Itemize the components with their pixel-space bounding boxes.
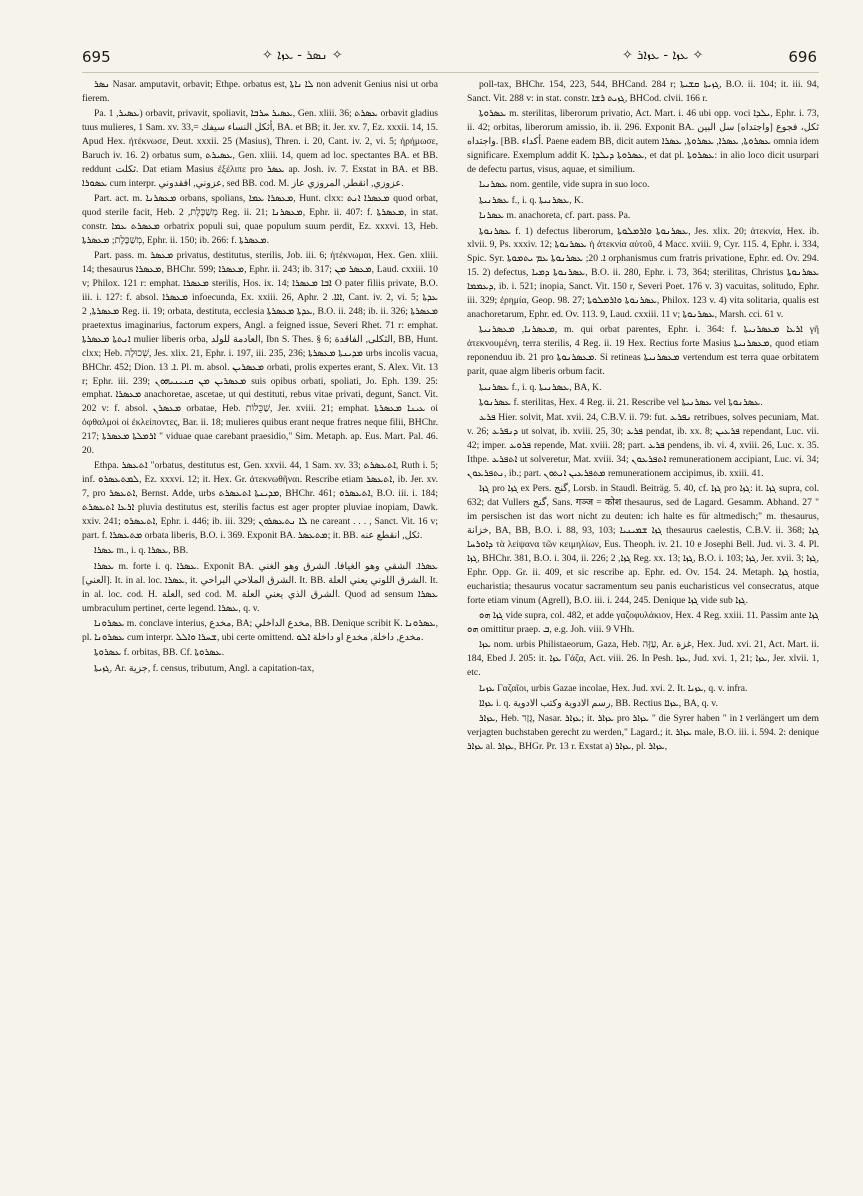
entry: poll-tax, BHChr. 154, 223, 544, BHCand. 284 r; ܓܙܝܬܐ ܩܫܝܬܐ, B.O. ii. 104; it. iii. 94, Sanct. Vit. 288 v: in stat. constr. ܓܙܝܬ ܪܫܐ, BHCod. clvii. 166 r. xyxy=(467,79,820,104)
entry: ܡܥܣܪܢܐ, ܡܥܣܪܢܝܬܐ, m. qui orbat parentes, Ephr. i. 364: f. ܐܪܥܐ ܡܥܣܪܢܝܬܐ γῆ ἀτεκνουμένη, terra sterilis, 4 Reg. ii. 19 Hex. Rectius forte Masius ܡܥܣܪܢܝܬܐ, quod etiam reponenduu ib. 21 pro ܡܥܣܪܢܘܬܐ. Si retineas ܡܥܣܪܢܝܬܐ vertendum est terra quae orbitatem parit, quae algm liberis orbum facit. xyxy=(467,324,819,378)
entry: ܥܣܪܢܐ m. anachoreta, cf. part. pass. Pa. xyxy=(479,210,631,222)
right-page-number: 696 xyxy=(788,48,817,66)
entry: ܓܙܐ pro ܓܙܐ ex Pers. گنج, Lorsb. in Staudl. Beiträg. 5. 40, cf. ܓܙܐ pro ܓܙܐ: it. ܓܙܐ supra, col. 632; dat Vullers گنج, Sans. गञ्ज = कोश thesaurus, sed de Lagard. Gesamm. Abhand. 27 " im persischen ist das wort nicht zu deuten: ich halte es für altmedisch;" m. thesaurus, خزانة, BA, BB, B.O. i. 88, 93, 103; ܓܙܐ ܫܡܝܢܝܐ thesaurus caelestis, C.B.V. ii. 368; ܓܙܐ ܕܐܘܪܚܐ τὰ λείψανα τῶν κειμηλίων, Eus. Theoph. iv. 21. 10 e Josephi Bell. Jud. vi. 3. 4. Pl. ܓܙܐ, BHChr. 381, B.O. i. 304, ii. 226; ܓܙܐ, 2 Reg. xx. 13; ܓܙܐ, B.O. i. 103; ܓܙܐ, Jer. xvii. 3; ܓܙܐ, Ephr. Opp. Gr. ii. 409, et sic rescribe ap. Ephr. ed. Ov. 154. 24. Metaph. ܓܙܐ hostia, eucharistia; thesaurus vocatur sacramentum seu panis eucharisticus vel consecratus, atque forte etiam vinum (Agrell), B.O. iii. i. 244, 245. Denique ܓܙܐ vide sub ܓܙܐ. xyxy=(467,483,820,606)
entry: ܥܣܪܢܝܐ nom. gentile, vide supra in suo loco. xyxy=(479,179,650,191)
header-rule xyxy=(82,72,819,73)
entry: ܥܣܪܢܘܬܐ f. 1) defectus liberorum, ܥܣܪܢܘܬܐ ܘܐܪܡܠܘܬܐ, Jes. xlix. 20; ἀτεκνία, Hex. ib. xlvii. 9, Ps. xxxiv. 12; ܥܣܪܢܘܬܐ ἡ ἀτεκνία αὐτοῦ, 4 Macc. xviii. 9, Cyr. 115. 4, Ephr. i. 334, Spic. Syr. ܐ. 20; ܥܣܪܢܘܬܐ ܥܡ ܝܬܡܘܬܐ orphanismus cum fratris privatione, Ephr. ed. Ov. 294. 15. 2) defectus, ܥܣܪܢܘܬܐ ܕܡܝܐ, B.O. ii. 280, Ephr. i. 73, 364; sterilitas, Christus ܥܣܪܢܘܬܐ ܕܥܡܡܐ, ib. i. 521; inopia, Sanct. Vit. 150 r, Severi Poet. 176 v. 3) vacuitas, solitudo, Ephr. iii. 329; ἐρημία, Geop. 98. 27; ܥܣܪܢܘܬܐ ܘܐܪܡܠܘܬܐ, Philox. 123 v. 4) vita solitaria, qualis est anachoretarum, Ephr. ed. Ov. 113. 9, Laud. cxxiii. 11 v; ܥܣܪܢܘܬܐ, Marsh. cci. 61 v. xyxy=(467,225,820,320)
entry: ܥܣܪܐ m. forte i. q. ܥܣܪܐ. Exponit BA. ܥܣܪܐ. الشقي وهو الغيافا. الشرق وهو الغني [العني]. It. in al. loc. ܥܣܪܐ, it. الشرق الملاحي البراحي. It. BB. الشرق اللوني يعني العلة. It. in al. loc. cod. H. العلة, sed cod. M. الشرق الذي يعني العلة. Quod ad sensum ܥܣܪܐ umbraculum pertinet, certe legend. ܥܣܪܐ, q. v. xyxy=(82,560,439,614)
left-running-head: ✧ ܢܣܪ - ܥܙܐ ✧ xyxy=(262,48,343,63)
entry: ܦܪܥ Hier. solvit, Mat. xvii. 24, C.B.V. ii. 79: fut. ܢܦܪܥ retribues, solves pecuniam, Mat. v. 26; ܕܢܦܪܥ ut solvat, ib. xviii. 25, 30; ܦܪܥ pendat, ib. xx. 8; ܦܪܥܝܢ rependant, Luc. vii. 42; imper. ܦܪܘܥ repende, Mat. xviii. 28; part. ܦܪܥ pendens, ib. vi. 4, xviii. 26, Luc. x. 35. Ithpe. ܐܬܦܪܥ ut solveretur, Mat. xviii. 34; ܐܬܦܪܥܘܢ remunerationem accipiant, Luc. vi. 34; ܢܬܦܪܥܘܢ, ib.; part. ܡܬܦܪܥܝܢ ܐܢܬܘܢ remunerationem accipimus, ib. xxiii. 41. xyxy=(467,412,819,479)
entry: ܥܣܪܘܬܐ m. sterilitas, liberorum privatio, Act. Mart. i. 46 ubi opp. voci ܝܠܕܐ, Ephr. i. 73, ii. 42; orbitas, liberorum amissio, ib. ii. 296. Exponit BA. ثكل، فجوع [واجتداه] سل البين واجتداه. [BB. أكداء. Paene eadem BB, dicit autem ܥܣܪܘܬܐ, ܥܣܪܐ, ܥܣܪܘܬܐ, ܥܣܪܐ omnia idem significare. Exemplum addit K. ܥܣܪܘܬܐ ܕܝܠܕܐ, et dat pl. ܥܣܪܘܬܐ: in alio loco dicit usurpari de defectu partus, visus, aquae, et similium. xyxy=(467,108,820,175)
entry: ܓܙܐ ܗܘ vide supra, col. 482, et adde γαζοφυλάκιον, Hex. 4 Reg. xxiii. 11. Passim ante ܓܙܐ ܗܘ omittitur praep. ܒ, e.g. Joh. viii. 9 VHh. xyxy=(467,610,820,635)
entry: ܥܙܝܐ Γαζαῖοι, urbis Gazae incolae, Hex. Jud. xvi. 2. It. ܥܙܝܐ, q. v. infra. xyxy=(479,682,748,694)
entry: ܥܣܪܘܢܐ m. conclave interius, مخدع, BA; مخدع الداخلي, BB. Denique scribit K. ܥܣܪܘܢܐ, pl. ܥܣܪܘܢܐ cum interpr. ܫܚܪܐ ܘܐܠܠ, ubi certe omittend. مخدع, داخلة, مخدع او داخلة ܐܠܘ. xyxy=(82,617,438,643)
entry: ܥܙܐ nom. urbis Philistaeorum, Gaza, Heb. עַזָּה, Ar. غزة, Hex. Jud. xvi. 21, Act. Mart. ii. 184, Ebed J. 205: it. ܥܙܐ Γάζα, Act. viii. 26. In Pesh. ܥܙܐ, Jud. xvi. 1, 21; ܥܙܐ, Jer. xlvii. 1, etc. xyxy=(467,639,819,679)
entry: ܢܣܪ Nasar. amputavit, orbavit; Ethpe. orbatus est, ܠܐ ܢܐܬܐ non advenit Genius nisi ut orba fierem. xyxy=(82,79,438,104)
entry: ܥܣܪܢܝܬܐ f., i. q. ܥܣܪܢܝܬܐ, K. xyxy=(479,194,584,206)
entry: ܥܙܐܪ, Heb. גָּזָר, Nasar. ܥܙܐܪ; it. ܥܙܐܪ pro ܥܙܐܪ " die Syrer haben " in ܐ verlängert um dem verjagten buchstaben gerecht zu werden," Lagard.; it. ܥܙܐܪ male, B.O. iii. i. 594. 2: denique ܥܙܐܪ al. ܥܙܐܪ, BHGr. Pr. 13 r. Exstat a) ܥܙܐܪ, pl. ܥܙܐܪ, xyxy=(467,713,819,753)
left-column xyxy=(82,78,438,677)
entry: Part. act. m. ܡܥܣܪܢܐ orbans, spolians, ܡܥܣܪܐ ܥܡܐ, Hunt. clxx: ܡܥܣܪܐ ܐܢܬ quod orbat, quod sterile facit, Heb. מְשַׁכֶּלֶת, 2 Reg. ii. 21; ܡܥܣܪܢܐ, Ephr. ii. 407: f. ܡܥܣܪܬܐ, in stat. constr. ܡܥܣܪܬ ܥܡܐ orbatrix populi sui, quae populum suum perdit, Ez. xxxvi. 13, Heb. מְשַׁכֶּלֶת; ܡܥܣܪܬܐ, Ephr. ii. 150; ib. 266: f. ܡܥܣܪܬܐ. xyxy=(82,193,439,246)
right-running-head: ✧ ܥܙܐ - ܥܙܐܪ ✧ xyxy=(622,48,704,63)
entry: ܥܙܐܐ i. q. رسم الادوية وكتب الادوية, BB. Rectius ܥܙܐܐ, BA, q. v. xyxy=(479,697,718,709)
entry: ܓܙܝܬܐ, Ar. جزية, f. census, tributum, Angl. a capitation-tax, xyxy=(94,662,315,674)
left-page-number: 695 xyxy=(82,48,111,66)
entry: ܥܣܪܢܘܬܐ f. sterilitas, Hex. 4 Reg. ii. 21. Rescribe vel ܥܣܪܢܝܬܐ vel ܥܣܪܢܘܬܐ. xyxy=(479,396,763,408)
right-column xyxy=(467,78,819,756)
entry: ܥܣܪܐ m., i. q. ܥܣܪܐ, BB. xyxy=(94,545,189,557)
entry: ܥܣܪܘܬܐ f. orbitas, BB. Cf. ܥܣܪܘܬܐ. xyxy=(94,647,225,659)
page-header xyxy=(82,48,817,68)
entry: Part. pass. m. ܡܥܣܪ privatus, destitutus, sterilis, Job. iii. 6; ἠτέκνωμαι, Hex. Gen. xliii. 14; thesaurus ܡܥܣܪܐ, BHChr. 599; ܡܥܣܪܐ, Ephr. ii. 243; ib. 317; ܡܥܣܪ ܡܢ, Laud. cxxiii. 10 v; Philox. 121 r: emphat. ܡܥܣܪܐ sterilis, Hos. ix. 14; ܐܒܐ ܡܥܣܪܐ O pater filiis private, B.O. iii. i. 127: f. absol. ܡܥܣܪܐ infoecunda, Ex. xxiii. 26, Aphr. ܐܐܐ. 2, Cant. iv. 2, vi. 5; ܥܕܬܐ ܡܥܣܪܬܐ, 2 Reg. ii. 19; orbata, destituta, ecclesia ܥܕܬܐ ܡܥܣܪܬܐ, B.O. ii. 248; ib. ii. 326; ܡܥܣܪܬܐ praetextus imaginarius, factorum expers, Angl. a feigned issue, Severi Rhet. 71 r: emphat. ܐܢܬܬܐ ܡܥܣܪܬܐ mulier liberis orba, العادمة للولد, Ibn S. Thes. § 6; الثكلى, الفاقدة, BB, Hunt. clxx; Heb. שְׁכוּלָה, Jes. xlix. 21, Ephr. i. 197, iii. 235, 236; ܡܕܝܢܬܐ ܡܥܣܪܬܐ urbs incolis vacua, BHChr. 452; Dion. ܐ. 13. Pl. m. absol. ܡܥܣܪܝܢ orbati, prolis expertes erant, S. Alex. Vit. 13 r; Ephr. iii. 239; ܡܥܣܪܝܢ ܡܢ ܩܢܝܢܝܗܘܢ suis opibus orbati, spoliati, Jo. Eph. 139. 25: emphat. ܡܥܣܪܐ anachoretae, ascetae, ut qui destituti, rebus vitae privati, degunt, Sanct. Vit. 202 v: f. absol. ܡܥܣܪܢ orbatae, Heb. שַׁכֻּלוֹת, Jer. xviii. 21; emphat. ܥܝܢܐ ܡܥܣܪܬܐ οἱ ὀφθαλμοὶ οἱ ἐκλείποντες, Bar. ii. 18; mulieres quibus erant neque fratres neque filii, BHChr. 217; ܐܪܡܠܬܐ ܡܥܣܪܬܐ " viduae quae carebant praesidio," Sim. Metaph. ap. Eus. Mart. Pal. 46. 20. xyxy=(82,250,439,457)
entry: ܥܣܪܢܝܬܐ f., i. q. ܥܣܪܢܝܬܐ, BA, K. xyxy=(479,381,602,393)
entry: Ethpa. ܐܬܥܣܪ "orbatus, destitutus est, Gen. xxvii. 44, 1 Sam. xv. 33; ܐܬܥܣܪܬ, Ruth i. 5; inf. ܠܡܬܥܣܪܘ, Ez. xxxvi. 12; it. Hex. Gr. ἀτεκνωθῆναι. Rescribe etiam ܐܬܥܣܪ, ib. Jer. xv. 7, pro ܐܬܥܣܪ, Bernst. Adde, urbs ܡܕܝܢܬܐ ܐܬܥܣܪܬ, BHChr. 461; ܐܬܥܣܪܘ, B.O. iii. i. 184; ܐܪܥܐ ܐܬܥܣܪܬ pluvia destitutus est, sterilis factus est ager propter pluviae inopiam, Dawk. xxiv. 241; ܐܬܥܣܪܘ, Ephr. i. 446; ib. iii. 329; ܠܐ ܢܬܥܣܪܘܢ ne careant . . . , Sanct. Vit. 16 v; part. f. ܡܬܥܣܪܐ orbata liberis, B.O. i. 369. Exponit BA. ܡܬܥܣܪ; it. BB. ثكل, انقطع عنه. xyxy=(82,460,439,541)
entry: Pa. ܥܣܝܪ, 1) orbavit, privavit, spoliavit, ܥܣܝܪ ܚܪܒܐ, Gen. xliii. 36; ܥܣܪܬ orbavit gladius tuus mulieres, 1 Sam. xv. 33,= أثكل النساء سيفك, BA. et BB; it. Jer. xv. 7, Ez. xxxii. 14, 15. Apud Hex. ἠτέκνωσε, Deut. xxxii. 25 (Masius), Thren. i. 20, Cant. iv. 2, vi. 5; ἠρήμωσε, Baruch iv. 16. 2) orbatus sum, ܥܣܝܪܬ, Gen. xliii. 14, quem ad loc. spectantes BA. et BB. reddunt ثكلت. Dat etiam Masius ἐξέλιπε pro ܥܣܪ ap. Josh. iv. 7. Exstat in BA. et BB. ܥܣܘܪܐ cum interpr. عزوني, افقدوني, sed BB. cod. M. عزوزي, انقطر, المروزي عاز. xyxy=(82,108,439,189)
